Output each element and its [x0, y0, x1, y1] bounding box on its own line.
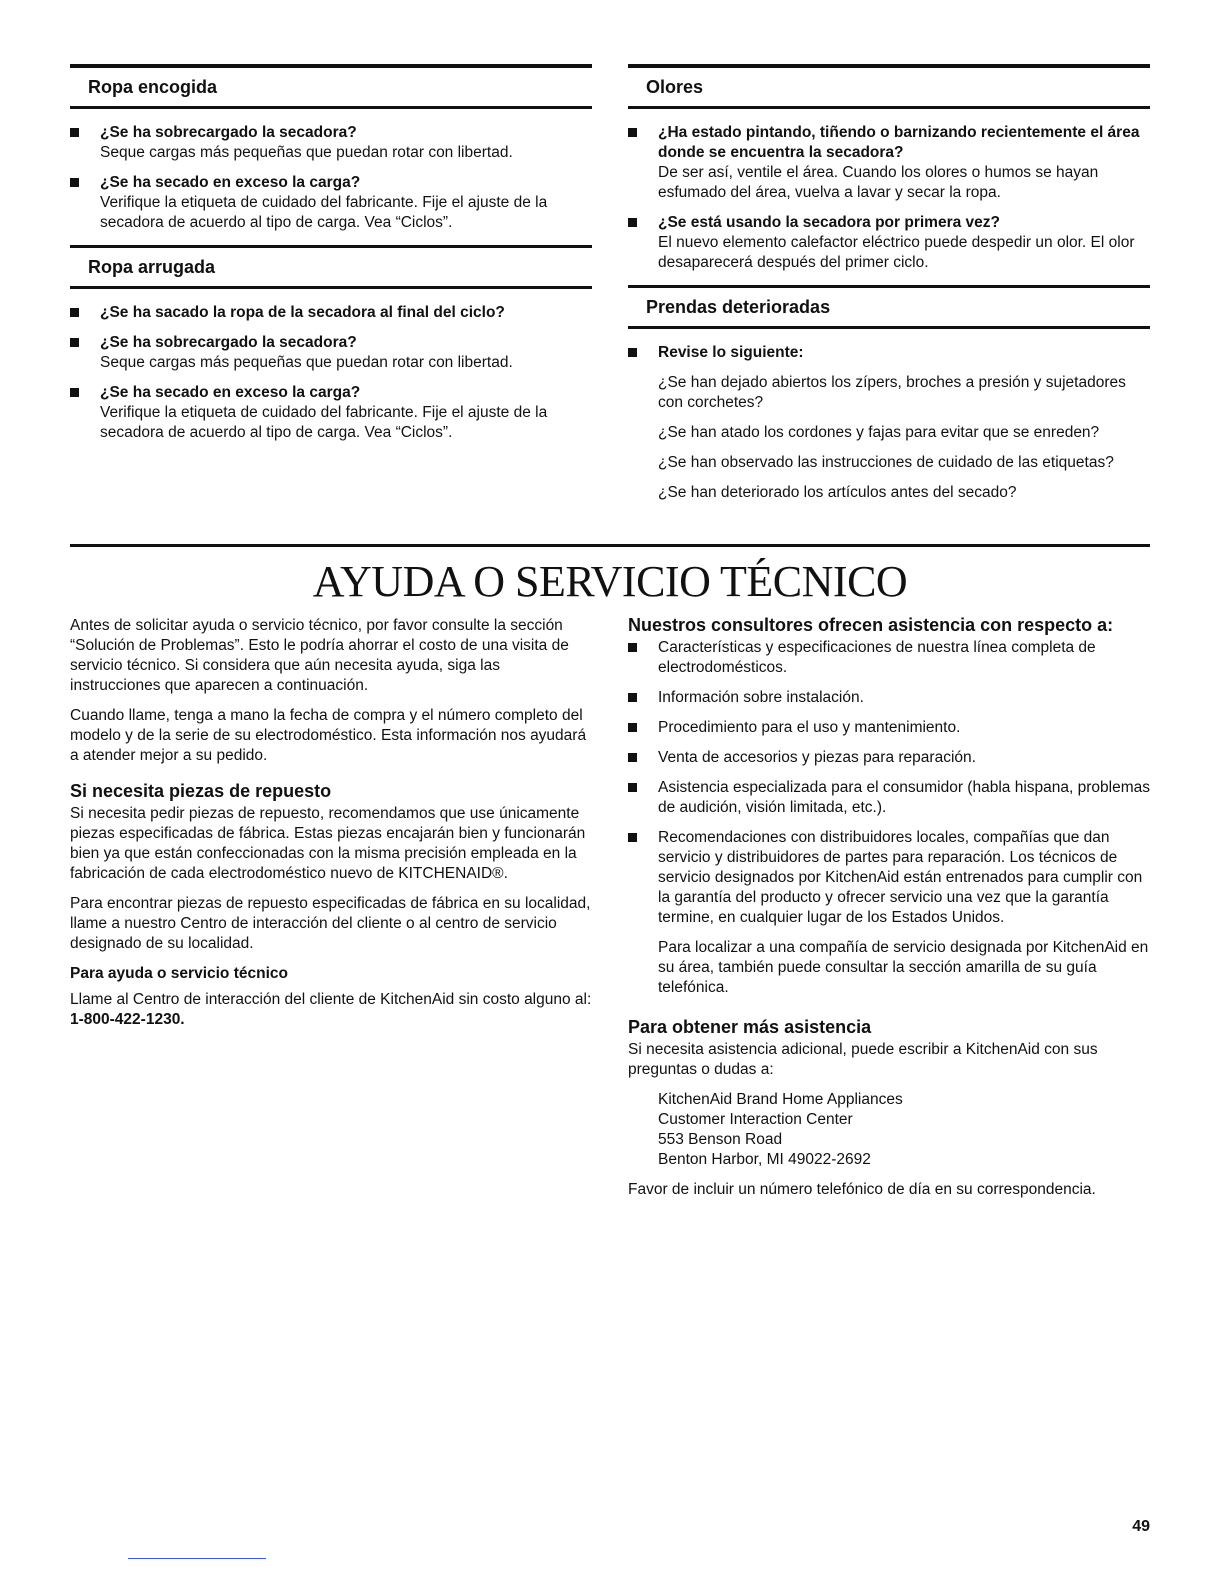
item-text: Información sobre instalación. [658, 689, 864, 706]
question: ¿Ha estado pintando, tiñendo o barnizando recientemente el área donde se encuentra la secadora? [658, 124, 1140, 161]
bullet-icon [70, 128, 79, 137]
list-item [628, 638, 1150, 678]
phone-intro: Llame al Centro de interacción del cliente de KitchenAid sin costo alguno al: [70, 991, 592, 1008]
question: ¿Se ha secado en exceso la carga? [100, 384, 361, 401]
list-item [70, 123, 592, 163]
section-rule [70, 286, 592, 289]
item-text: Procedimiento para el uso y mantenimiento. [658, 719, 961, 736]
bullet-icon [628, 783, 637, 792]
section-rule [628, 326, 1150, 329]
item-text: Recomendaciones con distribuidores locales, compañías que dan servicio y distribuidores de partes para reparación. Los técnicos de servicio designados por KitchenAid están entrenados para cumplir con la garantía del producto y ofrecer servicio una vez que la garantía termine, en cualquier lugar de los Estados Unidos. [658, 829, 1143, 926]
mas-asistencia-paragraph: Si necesita asistencia adicional, puede escribir a KitchenAid con sus preguntas o dudas a: [628, 1041, 1098, 1078]
bullet-icon [628, 693, 637, 702]
mailing-address [628, 1090, 1150, 1170]
question: ¿Se está usando la secadora por primera vez? [658, 214, 1000, 231]
answer: Seque cargas más pequeñas que puedan rotar con libertad. [100, 144, 513, 161]
address-line: Benton Harbor, MI 49022-2692 [658, 1151, 871, 1168]
answer: El nuevo elemento calefactor eléctrico puede despedir un olor. El olor desaparecerá después del primer ciclo. [658, 234, 1135, 271]
section-title-ropa-encogida: Ropa encogida [88, 77, 218, 97]
left-bottom-column [70, 616, 592, 1040]
answer: De ser así, ventile el área. Cuando los olores o humos se hayan esfumado del área, vuelva a lavar y secar la ropa. [658, 164, 1099, 201]
section-title-prendas-deterioradas: Prendas deterioradas [646, 297, 831, 317]
list-item [70, 333, 592, 373]
sub-question: ¿Se han atado los cordones y fajas para evitar que se enreden? [658, 424, 1100, 441]
address-line: 553 Benson Road [658, 1131, 783, 1148]
bullet-icon [628, 128, 637, 137]
bullet-icon [628, 833, 637, 842]
intro-paragraph: Antes de solicitar ayuda o servicio técnico, por favor consulte la sección “Solución de Problemas”. Esto le podría ahorrar el costo de una visita de servicio técnico. Si considera que aún necesita ayuda, siga las instrucciones que aparecen a continuación. [70, 617, 569, 694]
sub-question: ¿Se han dejado abiertos los zípers, broches a presión y sujetadores con corchetes? [658, 374, 1126, 411]
bullet-icon [628, 348, 637, 357]
olores-list [628, 123, 1150, 273]
list-item [628, 213, 1150, 273]
right-top-column [628, 64, 1150, 503]
item-text: Asistencia especializada para el consumidor (habla hispana, problemas de audición, visión limitada, etc.). [658, 779, 1150, 816]
question: ¿Se ha sacado la ropa de la secadora al final del ciclo? [100, 304, 505, 321]
heading-repuesto: Si necesita piezas de repuesto [70, 781, 332, 801]
question: Revise lo siguiente: [658, 344, 804, 361]
list-item [628, 778, 1150, 818]
item-text: Venta de accesorios y piezas para reparación. [658, 749, 976, 766]
list-item [628, 343, 1150, 503]
address-line: Customer Interaction Center [658, 1111, 853, 1128]
phone-paragraph [70, 990, 592, 1030]
call-info-paragraph: Cuando llame, tenga a mano la fecha de compra y el número completo del modelo y de la serie de su electrodoméstico. Esta información nos ayudará a atender mejor a su pedido. [70, 707, 587, 764]
heading-ayuda: Para ayuda o servicio técnico [70, 965, 288, 982]
bullet-icon [70, 178, 79, 187]
answer: Verifique la etiqueta de cuidado del fabricante. Fije el ajuste de la secadora de acuerdo al tipo de carga. Vea “Ciclos”. [100, 404, 548, 441]
list-item [628, 828, 1150, 998]
heading-consultores: Nuestros consultores ofrecen asistencia con respecto a: [628, 615, 1114, 635]
bullet-icon [70, 308, 79, 317]
item-extra: Para localizar a una compañía de servicio designada por KitchenAid en su área, también puede consultar la sección amarilla de su guía telefónica. [658, 939, 1149, 996]
list-item [70, 383, 592, 443]
bullet-icon [70, 388, 79, 397]
ropa-encogida-list [70, 123, 592, 233]
list-item [628, 718, 1150, 738]
question: ¿Se ha sobrecargado la secadora? [100, 334, 357, 351]
page-number: 49 [1132, 1518, 1150, 1535]
final-paragraph: Favor de incluir un número telefónico de día en su correspondencia. [628, 1181, 1096, 1198]
address-line: KitchenAid Brand Home Appliances [658, 1091, 903, 1108]
sub-question: ¿Se han observado las instrucciones de cuidado de las etiquetas? [658, 454, 1114, 471]
section-rule [70, 106, 592, 109]
page-title: AYUDA O SERVICIO TÉCNICO [312, 557, 908, 606]
bullet-icon [628, 723, 637, 732]
answer: Seque cargas más pequeñas que puedan rotar con libertad. [100, 354, 513, 371]
localidad-paragraph: Para encontrar piezas de repuesto especificadas de fábrica en su localidad, llame a nuestro Centro de interacción del cliente o al centro de servicio designado de su localidad. [70, 895, 591, 952]
repuesto-paragraph: Si necesita pedir piezas de repuesto, recomendamos que use únicamente piezas especificadas de fábrica. Estas piezas encajarán bien y funcionarán bien ya que están confeccionadas con la misma precisión empleada en la fabricación de cada electrodoméstico nuevo de KITCHENAID®. [70, 805, 586, 882]
footer-line [128, 1558, 266, 1559]
bullet-icon [628, 218, 637, 227]
section-rule [628, 106, 1150, 109]
list-item [70, 173, 592, 233]
list-item [628, 748, 1150, 768]
bullet-icon [628, 753, 637, 762]
consultores-list [628, 638, 1150, 998]
list-item [628, 688, 1150, 708]
right-bottom-column [628, 614, 1150, 1210]
list-item [70, 303, 592, 323]
question: ¿Se ha sobrecargado la secadora? [100, 124, 357, 141]
phone-number: 1-800-422-1230. [70, 1011, 185, 1028]
list-item [628, 123, 1150, 203]
sub-question: ¿Se han deteriorado los artículos antes del secado? [658, 484, 1017, 501]
section-title-ropa-arrugada: Ropa arrugada [88, 257, 216, 277]
main-title-rule [70, 544, 1150, 547]
section-title-olores: Olores [646, 77, 704, 97]
prendas-list [628, 343, 1150, 503]
heading-mas-asistencia: Para obtener más asistencia [628, 1017, 872, 1037]
item-text: Características y especificaciones de nuestra línea completa de electrodomésticos. [658, 639, 1096, 676]
question: ¿Se ha secado en exceso la carga? [100, 174, 361, 191]
bullet-icon [628, 643, 637, 652]
bullet-icon [70, 338, 79, 347]
left-top-column [70, 64, 592, 443]
answer: Verifique la etiqueta de cuidado del fabricante. Fije el ajuste de la secadora de acuerdo al tipo de carga. Vea “Ciclos”. [100, 194, 548, 231]
ropa-arrugada-list [70, 303, 592, 443]
